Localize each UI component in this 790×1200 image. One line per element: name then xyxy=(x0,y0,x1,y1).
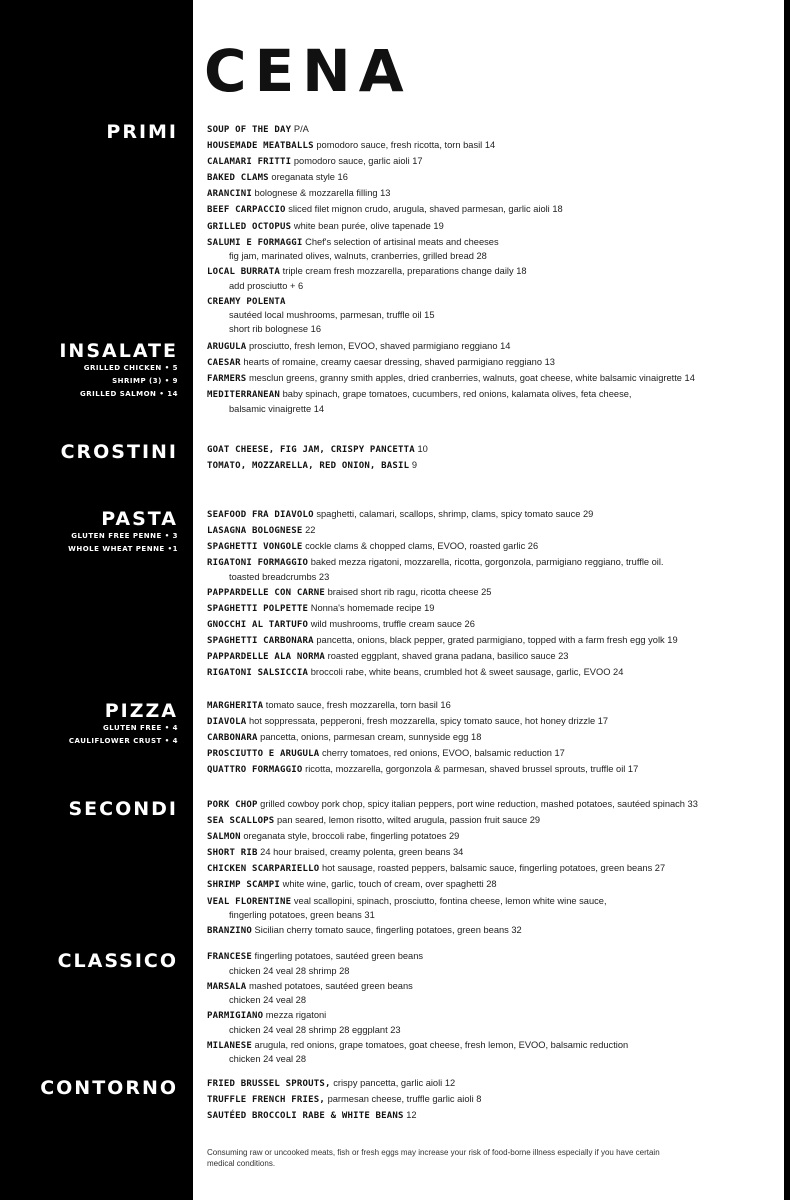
menu-item-description: white bean purée, olive tapenade 19 xyxy=(293,220,444,231)
menu-item-name: PARMIGIANO xyxy=(207,1011,264,1022)
section-header-primi xyxy=(0,121,178,143)
menu-item xyxy=(207,878,777,893)
menu-item xyxy=(207,731,777,746)
menu-item-name: BAKED CLAMS xyxy=(207,173,269,184)
section-addon-note: CAULIFLOWER CRUST • 4 xyxy=(68,737,178,745)
menu-item xyxy=(207,715,777,730)
menu-item-name: HOUSEMADE MEATBALLS xyxy=(207,141,314,152)
menu-item xyxy=(207,388,777,403)
section-header-crostini xyxy=(0,441,178,463)
menu-item xyxy=(207,187,777,202)
menu-item-name: PROSCIUTTO E ARUGULA xyxy=(207,749,320,760)
menu-item-name: SHORT RIB xyxy=(207,848,258,859)
menu-item xyxy=(207,171,777,186)
section-items-pizza xyxy=(207,699,777,778)
menu-item-description: sautéed local mushrooms, parmesan, truffle oil 15 xyxy=(229,310,435,321)
section-title: CONTORNO xyxy=(40,1077,178,1099)
section-items-secondi xyxy=(207,798,777,939)
menu-item-detail xyxy=(207,909,777,923)
menu-item-description: 12 xyxy=(406,1110,417,1121)
menu-item-detail xyxy=(207,1024,777,1038)
menu-item-name: CALAMARI FRITTI xyxy=(207,157,292,168)
menu-item xyxy=(207,508,777,523)
section-header-pasta xyxy=(0,508,178,556)
menu-item xyxy=(207,556,777,571)
section-addon-note: WHOLE WHEAT PENNE •1 xyxy=(68,545,178,553)
section-header-contorno xyxy=(0,1077,178,1099)
section-header-secondi xyxy=(0,798,178,820)
menu-item-description: chicken 24 veal 28 shrimp 28 xyxy=(229,965,350,976)
section-title: CROSTINI xyxy=(60,441,178,463)
menu-item-description: pomodoro sauce, garlic aioli 17 xyxy=(293,156,423,167)
menu-item-name: LASAGNA BOLOGNESE xyxy=(207,526,303,537)
menu-item xyxy=(207,1109,777,1124)
menu-item xyxy=(207,747,777,762)
menu-item-description: P/A xyxy=(293,124,309,134)
menu-item xyxy=(207,586,777,601)
menu-item-name: GRILLED OCTOPUS xyxy=(207,221,292,232)
menu-item-name: ARANCINI xyxy=(207,189,252,200)
menu-item-description: pomodoro sauce, fresh ricotta, torn basil 14 xyxy=(316,140,496,151)
menu-item-description: white wine, garlic, touch of cream, over spaghetti 28 xyxy=(282,879,497,890)
menu-item-description: 22 xyxy=(305,525,316,536)
section-addon-note: GLUTEN FREE • 4 xyxy=(103,724,178,732)
menu-item xyxy=(207,650,777,665)
menu-item-description: hearts of romaine, creamy caesar dressing, shaved parmigiano reggiano 13 xyxy=(243,357,555,368)
section-items-pasta xyxy=(207,508,777,681)
menu-item xyxy=(207,155,777,170)
menu-item-description: bolognese & mozzarella filling 13 xyxy=(254,188,391,199)
menu-item-name: VEAL FLORENTINE xyxy=(207,896,292,907)
menu-item-description: 10 xyxy=(417,444,428,454)
menu-item-description: mezza rigatoni xyxy=(265,1010,327,1021)
menu-item xyxy=(207,295,777,310)
menu-item-name: MARSALA xyxy=(207,981,247,992)
menu-item-name: CREAMY POLENTA xyxy=(207,296,286,307)
menu-item xyxy=(207,372,777,387)
menu-item-name: SOUP OF THE DAY xyxy=(207,125,292,135)
menu-item-name: FARMERS xyxy=(207,374,247,385)
section-title: CLASSICO xyxy=(57,950,178,972)
menu-item-description: 24 hour braised, creamy polenta, green beans 34 xyxy=(260,847,464,858)
menu-item-detail xyxy=(207,250,777,264)
menu-item-detail xyxy=(207,571,777,585)
section-items-insalate xyxy=(207,340,777,416)
menu-item-name: SEA SCALLOPS xyxy=(207,816,275,827)
menu-item-name: DIAVOLA xyxy=(207,717,247,728)
menu-item-description: short rib bolognese 16 xyxy=(229,323,321,334)
menu-item-name: FRIED BRUSSEL SPROUTS, xyxy=(207,1079,331,1089)
menu-item xyxy=(207,139,777,154)
menu-item-description: cherry tomatoes, red onions, EVOO, balsamic reduction 17 xyxy=(321,748,565,759)
menu-item xyxy=(207,459,777,474)
menu-item xyxy=(207,123,777,138)
menu-item-name: MEDITERRANEAN xyxy=(207,390,281,401)
section-title: PASTA xyxy=(101,508,178,530)
menu-item-description: toasted breadcrumbs 23 xyxy=(229,571,330,582)
menu-item-description: baby spinach, grape tomatoes, cucumbers, red onions, kalamata olives, feta cheese, xyxy=(282,389,632,400)
menu-item-name: MILANESE xyxy=(207,1040,252,1051)
menu-item-description: chicken 24 veal 28 xyxy=(229,1054,307,1065)
menu-item-name: TOMATO, MOZZARELLA, RED ONION, BASIL xyxy=(207,461,410,472)
section-title: INSALATE xyxy=(59,340,178,362)
section-items-primi xyxy=(207,123,777,336)
menu-item-name: BEEF CARPACCIO xyxy=(207,205,286,216)
disclaimer: Consuming raw or uncooked meats, fish or fresh eggs may increase your risk of food-borne illness especially if you have certain medical conditions. xyxy=(207,1148,660,1168)
menu-item xyxy=(207,540,777,555)
menu-item xyxy=(207,618,777,633)
menu-item-description: fingerling potatoes, green beans 31 xyxy=(229,910,375,921)
menu-item-description: cockle clams & chopped clams, EVOO, roasted garlic 26 xyxy=(305,541,539,552)
menu-item xyxy=(207,924,777,939)
menu-item xyxy=(207,814,777,829)
menu-item xyxy=(207,666,777,681)
left-black-panel xyxy=(0,0,193,1200)
menu-item-name: QUATTRO FORMAGGIO xyxy=(207,765,303,776)
menu-item-description: pancetta, onions, black pepper, grated parmigiano, topped with a farm fresh egg yolk 19 xyxy=(316,635,678,646)
menu-item-description: ricotta, mozzarella, gorgonzola & parmesan, shaved brussel sprouts, truffle oil 17 xyxy=(305,764,639,775)
menu-item-description: Nonna's homemade recipe 19 xyxy=(310,602,435,613)
menu-item xyxy=(207,1093,777,1108)
menu-item-description: add prosciutto + 6 xyxy=(229,280,304,291)
menu-item-name: PORK CHOP xyxy=(207,800,258,810)
menu-item-description: prosciutto, fresh lemon, EVOO, shaved parmigiano reggiano 14 xyxy=(248,341,511,351)
menu-item-name: CAESAR xyxy=(207,358,241,369)
section-addon-note: SHRIMP (3) • 9 xyxy=(112,377,178,385)
menu-item-description: sliced filet mignon crudo, arugula, shaved parmesan, garlic aioli 18 xyxy=(288,204,563,215)
menu-item-description: mesclun greens, granny smith apples, dried cranberries, walnuts, goat cheese, white balsamic vinaigrette 14 xyxy=(248,373,695,384)
menu-item-name: PAPPARDELLE ALA NORMA xyxy=(207,652,325,663)
menu-item-name: BRANZINO xyxy=(207,926,252,937)
menu-item-description: triple cream fresh mozzarella, preparations change daily 18 xyxy=(282,266,527,277)
menu-item-name: CHICKEN SCARPARIELLO xyxy=(207,864,320,875)
menu-item-description: oreganata style, broccoli rabe, fingerling potatoes 29 xyxy=(243,831,460,842)
menu-item-name: SAUTÉED BROCCOLI RABE & WHITE BEANS xyxy=(207,1111,404,1122)
menu-item-description: mashed potatoes, sautéed green beans xyxy=(248,980,413,991)
menu-item xyxy=(207,1077,777,1092)
section-title: PRIMI xyxy=(106,121,178,143)
menu-item-description: chicken 24 veal 28 xyxy=(229,995,307,1006)
menu-item-description: oreganata style 16 xyxy=(271,172,348,183)
menu-item-name: SPAGHETTI VONGOLE xyxy=(207,542,303,553)
menu-item-name: FRANCESE xyxy=(207,952,252,962)
menu-item-description: broccoli rabe, white beans, crumbled hot & sweet sausage, garlic, EVOO 24 xyxy=(310,667,624,678)
menu-item-description: Sicilian cherry tomato sauce, fingerling potatoes, green beans 32 xyxy=(254,925,522,936)
menu-item-detail xyxy=(207,994,777,1008)
menu-item-description: hot sausage, roasted peppers, balsamic sauce, fingerling potatoes, green beans 27 xyxy=(321,863,666,874)
menu-item-description: tomato sauce, fresh mozzarella, torn basil 16 xyxy=(265,700,451,710)
section-items-classico xyxy=(207,950,777,1067)
menu-item xyxy=(207,524,777,539)
menu-item xyxy=(207,220,777,235)
menu-item xyxy=(207,763,777,778)
menu-item-name: GOAT CHEESE, FIG JAM, CRISPY PANCETTA xyxy=(207,445,415,455)
menu-item-name: GNOCCHI AL TARTUFO xyxy=(207,620,309,631)
menu-item xyxy=(207,356,777,371)
menu-item-description: parmesan cheese, truffle garlic aioli 8 xyxy=(327,1094,482,1105)
section-title: PIZZA xyxy=(104,700,178,722)
menu-item-description: chicken 24 veal 28 shrimp 28 eggplant 23 xyxy=(229,1024,401,1035)
menu-item-description: wild mushrooms, truffle cream sauce 26 xyxy=(310,619,475,630)
menu-item-name: TRUFFLE FRENCH FRIES, xyxy=(207,1095,325,1106)
menu-item xyxy=(207,980,777,995)
menu-item-name: SALUMI E FORMAGGI xyxy=(207,237,303,248)
section-title: SECONDI xyxy=(68,798,178,820)
menu-item-detail xyxy=(207,309,777,323)
menu-item xyxy=(207,895,777,910)
menu-item xyxy=(207,798,777,813)
menu-item-description: pancetta, onions, parmesan cream, sunnyside egg 18 xyxy=(260,732,482,743)
menu-item-name: RIGATONI SALSICCIA xyxy=(207,668,309,679)
menu-item-description: pan seared, lemon risotto, wilted arugula, passion fruit sauce 29 xyxy=(277,815,541,826)
menu-item-detail xyxy=(207,965,777,979)
menu-item xyxy=(207,634,777,649)
menu-item xyxy=(207,265,777,280)
menu-item xyxy=(207,443,777,458)
section-addon-note: GRILLED CHICKEN • 5 xyxy=(83,364,178,372)
section-header-pizza xyxy=(0,700,178,748)
menu-item-name: PAPPARDELLE CON CARNE xyxy=(207,587,325,598)
menu-item-description: veal scallopini, spinach, prosciutto, fontina cheese, lemon white wine sauce, xyxy=(293,895,607,906)
menu-item xyxy=(207,950,777,965)
menu-item-description: hot soppressata, pepperoni, fresh mozzarella, spicy tomato sauce, hot honey drizzle 17 xyxy=(248,716,609,727)
menu-item-name: SPAGHETTI CARBONARA xyxy=(207,636,314,647)
section-header-classico xyxy=(0,950,178,972)
menu-item xyxy=(207,602,777,617)
menu-item xyxy=(207,846,777,861)
section-header-insalate xyxy=(0,340,178,401)
menu-item-detail xyxy=(207,1053,777,1067)
menu-item-description: 9 xyxy=(411,460,418,471)
menu-item-detail xyxy=(207,323,777,337)
menu-item-name: MARGHERITA xyxy=(207,701,264,711)
menu-item-name: RIGATONI FORMAGGIO xyxy=(207,558,309,569)
menu-item-description: fig jam, marinated olives, walnuts, cranberries, grilled bread 28 xyxy=(229,251,487,262)
menu-item-description: crispy pancetta, garlic aioli 12 xyxy=(333,1078,456,1088)
menu-item xyxy=(207,1039,777,1054)
menu-item-description: arugula, red onions, grape tomatoes, goat cheese, fresh lemon, EVOO, balsamic reduction xyxy=(254,1039,629,1050)
menu-item-name: SHRIMP SCAMPI xyxy=(207,880,281,891)
menu-item-name: LOCAL BURRATA xyxy=(207,267,281,278)
menu-item-description: Chef's selection of artisinal meats and cheeses xyxy=(305,236,499,247)
menu-item-name: SPAGHETTI POLPETTE xyxy=(207,603,309,614)
section-items-contorno xyxy=(207,1077,777,1124)
menu-item-name: SEAFOOD FRA DIAVOLO xyxy=(207,510,314,520)
menu-item xyxy=(207,1009,777,1024)
menu-item-name: ARUGULA xyxy=(207,342,247,352)
menu-item xyxy=(207,340,777,355)
menu-item xyxy=(207,862,777,877)
section-items-crostini xyxy=(207,443,777,474)
menu-item-description: grilled cowboy pork chop, spicy italian peppers, port wine reduction, mashed potatoes, sautéed spinach 33 xyxy=(260,799,698,809)
menu-item-description: balsamic vinaigrette 14 xyxy=(229,403,325,414)
menu-item-detail xyxy=(207,403,777,417)
page-title: CENA xyxy=(204,37,412,105)
menu-item-description: braised short rib ragu, ricotta cheese 25 xyxy=(327,586,492,597)
menu-item-description: roasted eggplant, shaved grana padana, basilico sauce 23 xyxy=(327,651,569,662)
menu-item-detail xyxy=(207,280,777,294)
menu-item-name: CARBONARA xyxy=(207,733,258,744)
menu-item xyxy=(207,699,777,714)
menu-item xyxy=(207,203,777,218)
section-addon-note: GLUTEN FREE PENNE • 3 xyxy=(71,532,178,540)
menu-item xyxy=(207,236,777,251)
menu-item-description: fingerling potatoes, sautéed green beans xyxy=(254,951,424,961)
menu-item xyxy=(207,830,777,845)
menu-item-description: baked mezza rigatoni, mozzarella, ricotta, gorgonzola, parmigiano reggiano, truffle oil. xyxy=(310,557,664,568)
menu-item-name: SALMON xyxy=(207,832,241,843)
right-edge-bar xyxy=(784,0,790,1200)
menu-item-description: spaghetti, calamari, scallops, shrimp, clams, spicy tomato sauce 29 xyxy=(316,509,594,519)
section-addon-note: GRILLED SALMON • 14 xyxy=(80,390,178,398)
